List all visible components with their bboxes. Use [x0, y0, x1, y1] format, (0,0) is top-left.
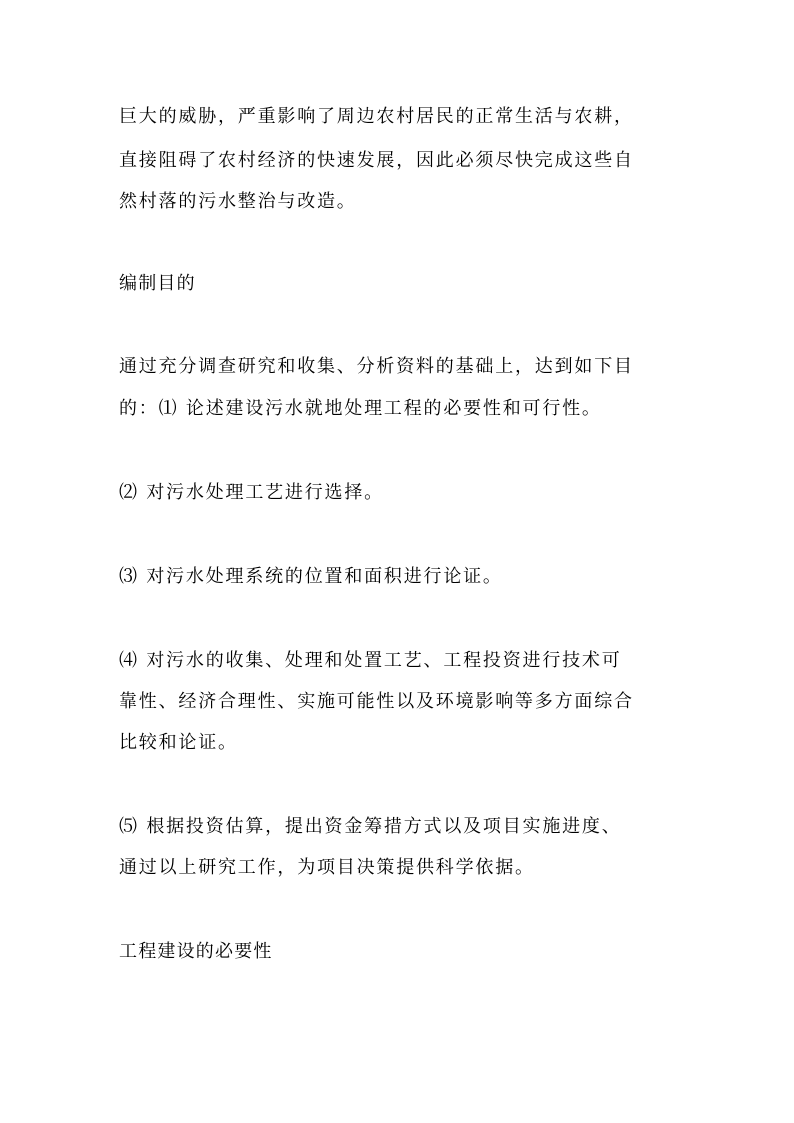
list-item-line: 比较和论证。	[119, 732, 238, 753]
list-item: ⑵ 对污水处理工艺进行选择。	[119, 482, 384, 503]
section-heading: 工程建设的必要性	[119, 941, 273, 962]
section-heading: 编制目的	[119, 273, 196, 294]
paragraph-line: 直接阻碍了农村经济的快速发展，因此必须尽快完成这些自	[119, 150, 634, 171]
paragraph-line: 然村落的污水整治与改造。	[119, 191, 357, 212]
list-item-line: 靠性、经济合理性、实施可能性以及环境影响等多方面综合	[119, 691, 634, 712]
paragraph-line: 巨大的威胁，严重影响了周边农村居民的正常生活与农耕，	[119, 106, 634, 127]
list-item: ⑶ 对污水处理系统的位置和面积进行论证。	[119, 566, 503, 587]
list-item: ⑷ 对污水的收集、处理和处置工艺、工程投资进行技术可	[119, 650, 622, 671]
list-item-line: 通过以上研究工作，为项目决策提供科学依据。	[119, 857, 535, 878]
paragraph-line: 的：⑴ 论述建设污水就地处理工程的必要性和可行性。	[119, 398, 602, 419]
paragraph-line: 通过充分调查研究和收集、分析资料的基础上，达到如下目	[119, 356, 634, 377]
list-item: ⑸ 根据投资估算，提出资金筹措方式以及项目实施进度、	[119, 816, 622, 837]
